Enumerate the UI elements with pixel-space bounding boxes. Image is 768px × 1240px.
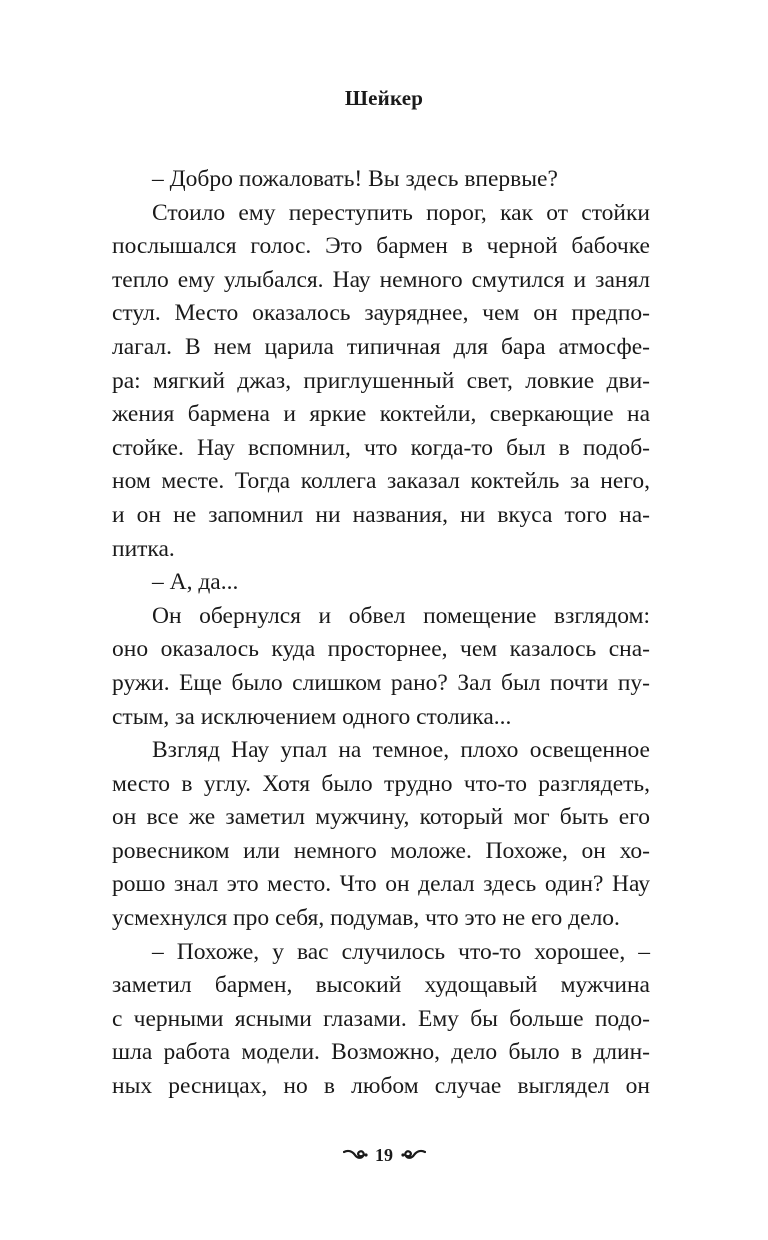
text-line: – Добро пожаловать! Вы здесь впервые? xyxy=(152,166,558,192)
text-line: стым, за исключением одного столика... xyxy=(112,703,512,730)
text-line: Стоило ему переступить порог, как от стойки xyxy=(152,199,650,226)
text-line: послышался голос. Это бармен в черной бабочке xyxy=(112,233,650,260)
page-folio xyxy=(0,1145,768,1168)
text-line: он все же заметил мужчину, который мог быть его xyxy=(112,804,650,831)
text-line: стул. Место оказалось зауряднее, чем он предпо- xyxy=(112,300,650,327)
text-line: ном месте. Тогда коллега заказал коктейль за него, xyxy=(112,468,650,495)
text-line: усмехнулся про себя, подумав, что это не его дело. xyxy=(112,905,620,932)
text-line: Взгляд Нау упал на темное, плохо освещенное xyxy=(152,737,650,764)
text-line: питка. xyxy=(112,535,175,562)
text-line: ных ресницах, но в любом случае выглядел он xyxy=(112,1073,650,1100)
text-line: Он обернулся и обвел помещение взглядом: xyxy=(152,602,650,629)
text-line: жения бармена и яркие коктейли, сверкающие на xyxy=(112,401,650,428)
text-line: ружи. Еще было слишком рано? Зал был почти пу- xyxy=(112,669,650,696)
running-title: Шейкер xyxy=(344,86,424,110)
text-line: стойке. Нау вспомнил, что когда-то был в подоб- xyxy=(112,434,650,461)
text-line: заметил бармен, высокий худощавый мужчина xyxy=(112,972,650,999)
text-line: с черными ясными глазами. Ему бы больше подо- xyxy=(112,1005,650,1032)
text-line: лагал. В нем царила типичная для бара атмосфе- xyxy=(112,333,650,360)
page-number: 19 xyxy=(375,1145,393,1165)
text-line: место в углу. Хотя было трудно что-то разглядеть, xyxy=(112,770,650,797)
text-line: оно оказалось куда просторнее, чем казалось сна- xyxy=(112,636,650,663)
swirl-ornament-left-icon xyxy=(343,1145,369,1168)
text-line: – Похоже, у вас случилось что-то хорошее, – xyxy=(152,938,650,965)
text-line: ра: мягкий джаз, приглушенный свет, ловкие дви- xyxy=(112,367,650,394)
swirl-ornament-right-icon xyxy=(400,1145,426,1168)
text-line: шла работа модели. Возможно, дело было в длин- xyxy=(112,1039,650,1066)
body-text xyxy=(112,163,650,1104)
text-line: рошо знал это место. Что он делал здесь один? Нау xyxy=(112,871,650,898)
text-line: – А, да... xyxy=(152,569,239,596)
text-line: тепло ему улыбался. Нау немного смутился и занял xyxy=(112,266,650,293)
text-line: ровесником или немного моложе. Похоже, он хо- xyxy=(112,837,650,864)
text-line: и он не запомнил ни названия, ни вкуса того на- xyxy=(112,501,650,528)
